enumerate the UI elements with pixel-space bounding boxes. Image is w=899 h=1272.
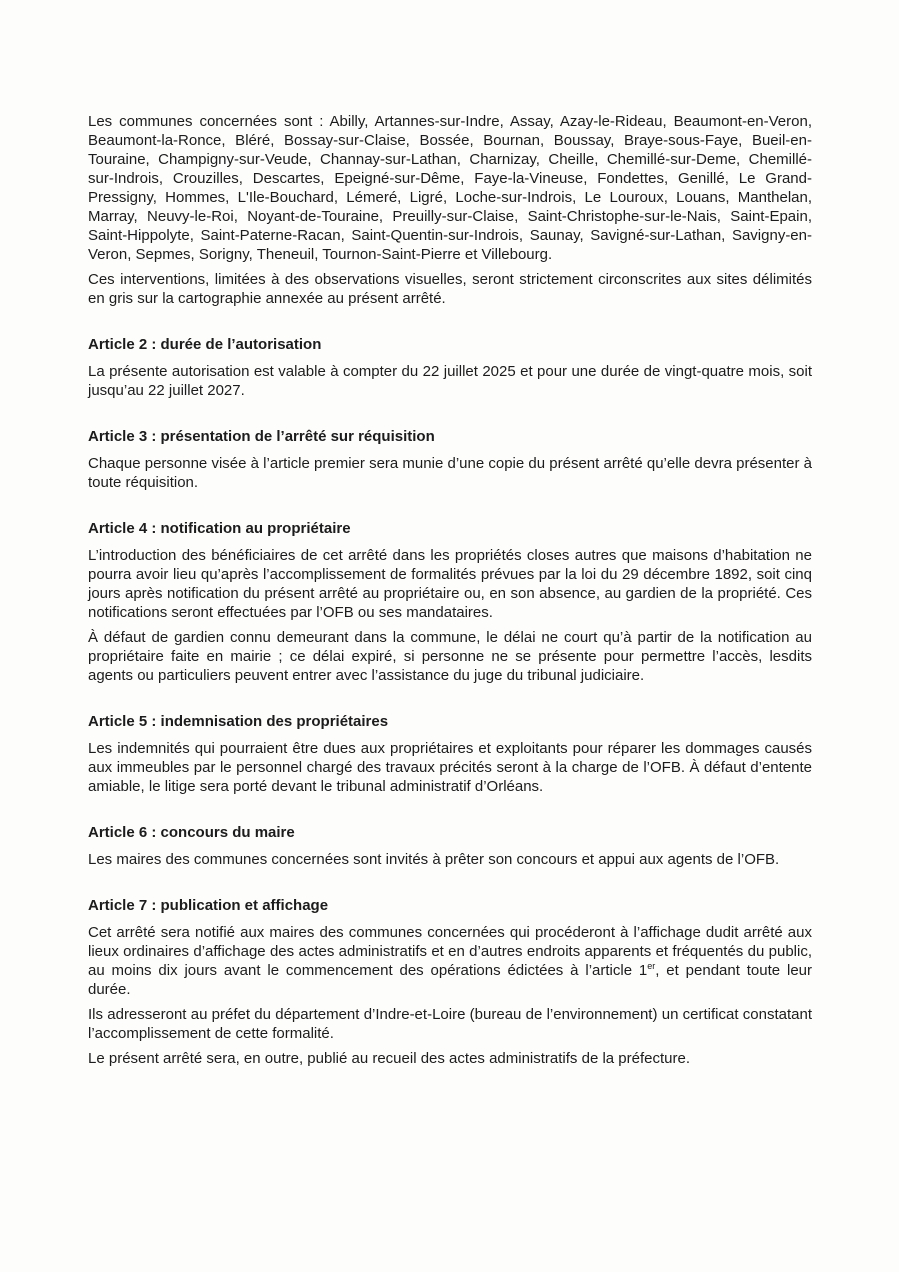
article-6-heading: Article 6 : concours du maire: [88, 824, 295, 841]
article-2: [88, 335, 812, 400]
article-6-paragraph: Les maires des communes concernées sont invités à prêter son concours et appui aux agents de l’OFB.: [88, 851, 780, 868]
article-3-paragraph: Chaque personne visée à l’article premier sera munie d’une copie du présent arrêté qu’elle devra présenter à toute réquisition.: [88, 455, 812, 491]
article-7-heading: Article 7 : publication et affichage: [88, 897, 329, 914]
article-7-paragraph-3: Le présent arrêté sera, en outre, publié au recueil des actes administratifs de la préfecture.: [88, 1050, 690, 1067]
article-4: [88, 519, 812, 685]
article-7-paragraph-1: [88, 923, 812, 999]
article-3: [88, 427, 812, 492]
article-5: [88, 712, 812, 796]
article-7-paragraph-1-text: Cet arrêté sera notifié aux maires des communes concernées qui procéderont à l’affichage dudit arrêté aux lieux ordinaires d’affichage des actes administratifs et en d’autres endroits apparents et fréquentés du public, au moins dix jours avant le commencement des opérations édictées à l’article 1: [88, 924, 812, 979]
article-5-paragraph: Les indemnités qui pourraient être dues aux propriétaires et exploitants pour réparer les dommages causés aux immeubles par le personnel chargé des travaux précités seront à la charge de l’OFB. À défaut d’entente amiable, le litige sera porté devant le tribunal administratif d’Orléans.: [88, 740, 812, 795]
article-7-paragraph-1-end: , et pendant toute leur durée.: [88, 962, 812, 998]
article-4-paragraph-1: L’introduction des bénéficiaires de cet arrêté dans les propriétés closes autres que maisons d’habitation ne pourra avoir lieu qu’après l’accomplissement de formalités prévues par la loi du 29 décembre 1892, soit cinq jours après notification du présent arrêté au propriétaire ou, en son absence, au gardien de la propriété. Ces notifications seront effectuées par l’OFB ou ses mandataires.: [88, 547, 812, 621]
communes-paragraph: Les communes concernées sont : Abilly, Artannes-sur-Indre, Assay, Azay-le-Rideau, Beaumont-en-Veron, Beaumont-la-Ronce, Bléré, Bossay-sur-Claise, Bossée, Bournan, Boussay, Braye-sous-Faye, Bueil-en-Touraine, Champigny-sur-Veude, Channay-sur-Lathan, Charnizay, Cheille, Chemillé-sur-Deme, Chemillé-sur-Indrois, Crouzilles, Descartes, Epeigné-sur-Dême, Faye-la-Vineuse, Fondettes, Genillé, Le Grand-Pressigny, Hommes, L'Ile-Bouchard, Lémeré, Ligré, Loche-sur-Indrois, Le Louroux, Louans, Manthelan, Marray, Neuvy-le-Roi, Noyant-de-Touraine, Preuilly-sur-Claise, Saint-Christophe-sur-le-Nais, Saint-Epain, Saint-Hippolyte, Saint-Paterne-Racan, Saint-Quentin-sur-Indrois, Saunay, Savigné-sur-Lathan, Savigny-en-Veron, Sepmes, Sorigny, Theneuil, Tournon-Saint-Pierre et Villebourg.: [88, 113, 812, 263]
interventions-paragraph: Ces interventions, limitées à des observations visuelles, seront strictement circonscrites aux sites délimités en gris sur la cartographie annexée au présent arrêté.: [88, 271, 812, 307]
article-2-heading: Article 2 : durée de l’autorisation: [88, 336, 322, 353]
article-4-heading: Article 4 : notification au propriétaire: [88, 520, 351, 537]
article-2-paragraph: La présente autorisation est valable à compter du 22 juillet 2025 et pour une durée de vingt-quatre mois, soit jusqu’au 22 juillet 2027.: [88, 363, 812, 399]
ordinal-superscript: er: [647, 961, 656, 971]
article-4-paragraph-2: À défaut de gardien connu demeurant dans la commune, le délai ne court qu’à partir de la notification au propriétaire faite en mairie ; ce délai expiré, si personne ne se présente pour permettre l’accès, lesdits agents ou particuliers peuvent entrer avec l’assistance du juge du tribunal judiciaire.: [88, 629, 812, 684]
article-6: [88, 823, 812, 869]
article-7: [88, 896, 812, 1068]
article-3-heading: Article 3 : présentation de l’arrêté sur réquisition: [88, 428, 435, 445]
article-5-heading: Article 5 : indemnisation des propriétaires: [88, 713, 389, 730]
article-7-paragraph-2: Ils adresseront au préfet du département d’Indre-et-Loire (bureau de l’environnement) un certificat constatant l’accomplissement de cette formalité.: [88, 1006, 812, 1042]
